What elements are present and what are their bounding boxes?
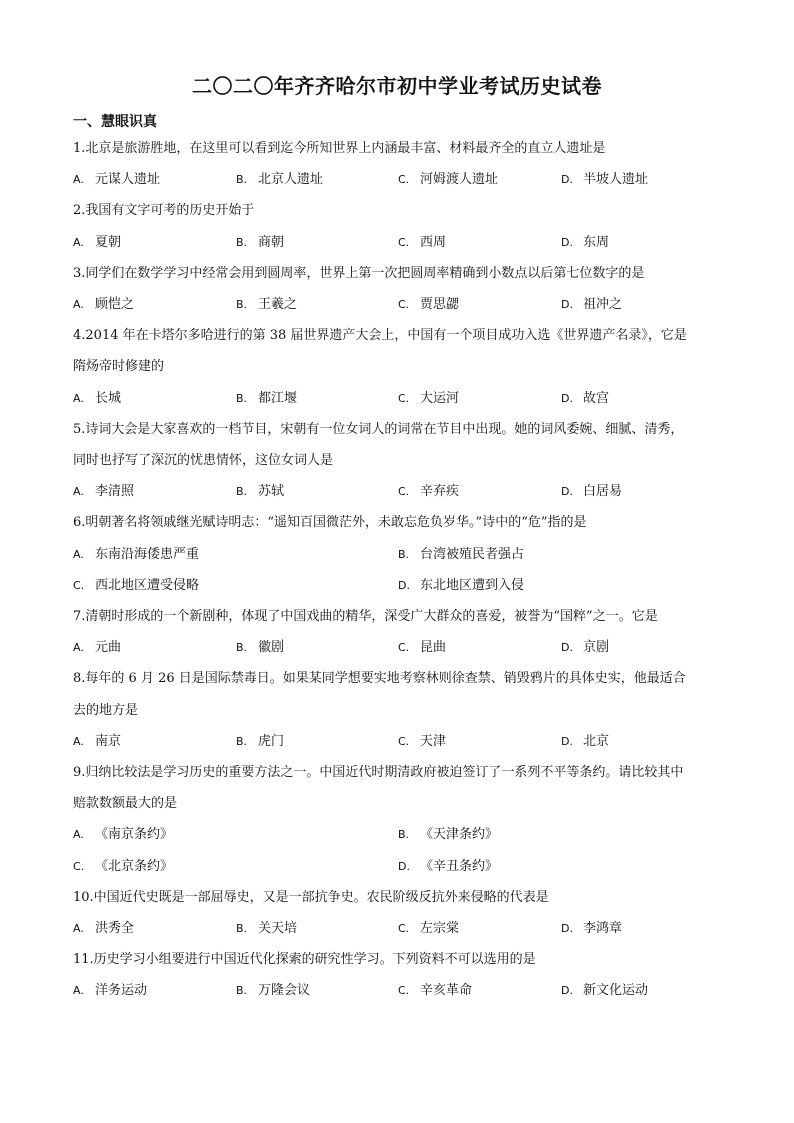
options-row	[73, 825, 733, 845]
options-row	[73, 389, 733, 409]
options-row	[73, 545, 733, 565]
option-text: 西周	[420, 234, 447, 250]
option-text: 贾思勰	[420, 297, 460, 312]
option-letter: A.	[73, 828, 84, 842]
option-text: 元曲	[95, 640, 122, 656]
answer-option	[398, 295, 459, 315]
answer-option	[561, 732, 609, 752]
question-text: 3.同学们在数学学习中经常会用到圆周率，世界上第一次把圆周率精确到小数点以后第七位数字的是	[73, 265, 645, 281]
question-text: 赔款数额最大的是	[73, 796, 178, 812]
answer-option	[398, 857, 498, 877]
option-letter: D.	[561, 298, 573, 311]
option-text: 台湾被殖民者强占	[420, 546, 525, 562]
option-letter: A.	[73, 391, 84, 405]
option-text: 北京人遗址	[258, 172, 324, 188]
option-letter: C.	[398, 922, 410, 935]
option-text: 商朝	[258, 234, 285, 250]
option-text: 大运河	[420, 390, 460, 406]
question-text: 6.明朝著名将领戚继光赋诗明志：“遥知百国微茫外，未敢忘危负岁华。”诗中的“危”指的是	[73, 515, 587, 531]
answer-option	[73, 732, 121, 752]
answer-option	[561, 981, 648, 1001]
answer-option	[236, 919, 297, 939]
option-text: 东周	[583, 234, 610, 250]
answer-option	[236, 638, 284, 658]
answer-option	[398, 389, 459, 409]
option-text: 祖冲之	[583, 297, 623, 312]
question-text: 10.中国近代史既是一部屈辱史，又是一部抗争史。农民阶级反抗外来侵略的代表是	[73, 889, 549, 905]
option-letter: B.	[398, 828, 410, 842]
option-letter: A.	[73, 235, 84, 249]
option-text: 东北地区遭到入侵	[420, 577, 525, 593]
option-text: 西北地区遭受侵略	[95, 577, 200, 593]
option-letter: C.	[398, 485, 410, 499]
answer-option	[398, 545, 524, 565]
option-text: 元谋人遗址	[95, 172, 161, 188]
options-row	[73, 981, 733, 1001]
option-letter: C.	[73, 859, 85, 873]
option-text: 徽剧	[258, 640, 285, 656]
answer-option	[73, 170, 160, 190]
option-text: 辛亥革命	[420, 983, 473, 999]
option-text: 李清照	[95, 484, 135, 500]
answer-option	[398, 638, 446, 658]
option-text: 夏朝	[95, 234, 122, 250]
option-text: 长城	[95, 390, 122, 406]
question-text: 2.我国有文字可考的历史开始于	[73, 203, 255, 219]
option-letter: A.	[73, 641, 84, 655]
answer-option	[398, 981, 472, 1001]
answer-option	[398, 825, 498, 845]
option-text: 苏轼	[258, 484, 285, 500]
option-text: 洪秀全	[95, 921, 135, 936]
option-text: 白居易	[583, 484, 623, 500]
option-letter: A.	[73, 984, 84, 998]
option-letter: D.	[561, 922, 573, 935]
option-letter: D.	[561, 734, 573, 748]
answer-option	[73, 389, 121, 409]
option-letter: A.	[73, 173, 84, 187]
option-letter: A.	[73, 922, 84, 935]
options-row	[73, 482, 733, 502]
answer-option	[73, 981, 147, 1001]
option-text: 东南沿海倭患严重	[95, 546, 200, 562]
option-letter: B.	[236, 641, 248, 655]
answer-option	[236, 732, 284, 752]
answer-option	[398, 919, 459, 939]
option-text: 昆曲	[420, 640, 447, 656]
question-text: 4.2014 年在卡塔尔多哈进行的第 38 届世界遗产大会上，中国有一个项目成功入选《世界遗产名录》，它是	[73, 328, 687, 344]
answer-option	[398, 732, 446, 752]
question-text: 11.历史学习小组要进行中国近代化探索的研究性学习。下列资料不可以选用的是	[73, 952, 536, 968]
option-text: 天津	[420, 733, 447, 749]
option-letter: C.	[398, 235, 410, 249]
option-text: 半坡人遗址	[583, 172, 649, 188]
option-letter: C.	[398, 734, 410, 748]
option-letter: B.	[236, 734, 248, 748]
option-text: 左宗棠	[420, 921, 460, 936]
answer-option	[561, 233, 609, 253]
page-title: 二〇二〇年齐齐哈尔市初中学业考试历史试卷	[192, 74, 602, 98]
option-text: 《南京条约》	[95, 827, 174, 843]
answer-option	[236, 233, 284, 253]
option-letter: B.	[236, 984, 248, 998]
section-heading: 一、慧眼识真	[73, 114, 157, 130]
options-row	[73, 576, 733, 596]
answer-option	[73, 825, 173, 845]
option-letter: D.	[561, 391, 573, 405]
question-text: 9.归纳比较法是学习历史的重要方法之一。中国近代时期清政府被迫签订了一系列不平等条约。请比较其中	[73, 765, 684, 780]
option-letter: D.	[398, 859, 410, 873]
question-text: 隋炀帝时修建的	[73, 359, 165, 375]
answer-option	[398, 482, 459, 502]
option-letter: B.	[236, 173, 248, 187]
answer-option	[561, 170, 648, 190]
option-letter: D.	[561, 984, 573, 998]
option-text: 河姆渡人遗址	[420, 172, 499, 188]
question-text: 5.诗词大会是大家喜欢的一档节目，宋朝有一位女词人的词常在节目中出现。她的词风委婉、细腻、清秀，	[73, 421, 684, 437]
option-letter: D.	[561, 235, 573, 249]
option-text: 顾恺之	[95, 297, 135, 312]
question-text: 7.清朝时形成的一个新剧种，体现了中国戏曲的精华，深受广大群众的喜爱，被誉为“国粹”之一。它是	[73, 609, 658, 624]
question-text: 去的地方是	[73, 702, 139, 718]
answer-option	[398, 170, 498, 190]
option-letter: C.	[398, 391, 410, 405]
option-letter: B.	[236, 922, 248, 935]
question-text: 8.每年的 6 月 26 日是国际禁毒日。如果某同学想要实地考察林则徐查禁、销毁鸦片的具体史实，他最适合	[73, 671, 686, 687]
option-letter: C.	[398, 984, 410, 998]
option-text: 南京	[95, 733, 122, 749]
answer-option	[561, 638, 609, 658]
question-text: 同时也抒写了深沉的忧患情怀，这位女词人是	[73, 453, 334, 468]
option-text: 《辛丑条约》	[420, 858, 499, 874]
option-text: 王羲之	[258, 297, 298, 312]
options-row	[73, 295, 733, 315]
option-letter: D.	[561, 641, 573, 655]
option-letter: D.	[398, 578, 410, 592]
answer-option	[561, 389, 609, 409]
answer-option	[73, 482, 134, 502]
option-letter: D.	[561, 173, 573, 187]
answer-option	[561, 919, 622, 939]
option-letter: B.	[236, 235, 248, 249]
option-text: 李鸿章	[583, 921, 623, 936]
answer-option	[236, 295, 297, 315]
option-letter: A.	[73, 298, 84, 311]
options-row	[73, 919, 733, 939]
option-letter: A.	[73, 547, 84, 561]
answer-option	[73, 545, 199, 565]
option-text: 《北京条约》	[95, 858, 174, 874]
option-text: 故宫	[583, 390, 610, 406]
option-letter: C.	[398, 641, 410, 655]
option-text: 辛弃疾	[420, 484, 460, 500]
option-letter: B.	[236, 485, 248, 499]
option-letter: C.	[398, 298, 410, 311]
answer-option	[236, 482, 284, 502]
option-text: 新文化运动	[583, 983, 649, 999]
options-row	[73, 732, 733, 752]
answer-option	[236, 981, 310, 1001]
answer-option	[73, 233, 121, 253]
answer-option	[236, 170, 323, 190]
answer-option	[73, 576, 199, 596]
answer-option	[561, 482, 622, 502]
option-letter: D.	[561, 485, 573, 499]
option-letter: C.	[398, 173, 410, 187]
answer-option	[398, 233, 446, 253]
answer-option	[398, 576, 524, 596]
options-row	[73, 233, 733, 253]
answer-option	[73, 638, 121, 658]
answer-option	[561, 295, 622, 315]
option-letter: B.	[398, 547, 410, 561]
option-text: 洋务运动	[95, 983, 148, 999]
option-text: 都江堰	[258, 390, 298, 406]
option-text: 京剧	[583, 640, 610, 656]
answer-option	[73, 295, 134, 315]
answer-option	[73, 857, 173, 877]
option-letter: B.	[236, 298, 248, 311]
answer-option	[236, 389, 297, 409]
answer-option	[73, 919, 134, 939]
question-text: 1.北京是旅游胜地，在这里可以看到迄今所知世界上内涵最丰富、材料最齐全的直立人遗址是	[73, 141, 606, 156]
option-text: 关天培	[258, 921, 298, 936]
option-letter: B.	[236, 391, 248, 405]
options-row	[73, 638, 733, 658]
option-letter: A.	[73, 734, 84, 748]
options-row	[73, 857, 733, 877]
option-text: 《天津条约》	[420, 827, 499, 843]
option-letter: A.	[73, 485, 84, 499]
options-row	[73, 170, 733, 190]
option-text: 万隆会议	[258, 983, 311, 999]
option-text: 虎门	[258, 733, 285, 749]
option-letter: C.	[73, 578, 85, 592]
option-text: 北京	[583, 733, 610, 749]
